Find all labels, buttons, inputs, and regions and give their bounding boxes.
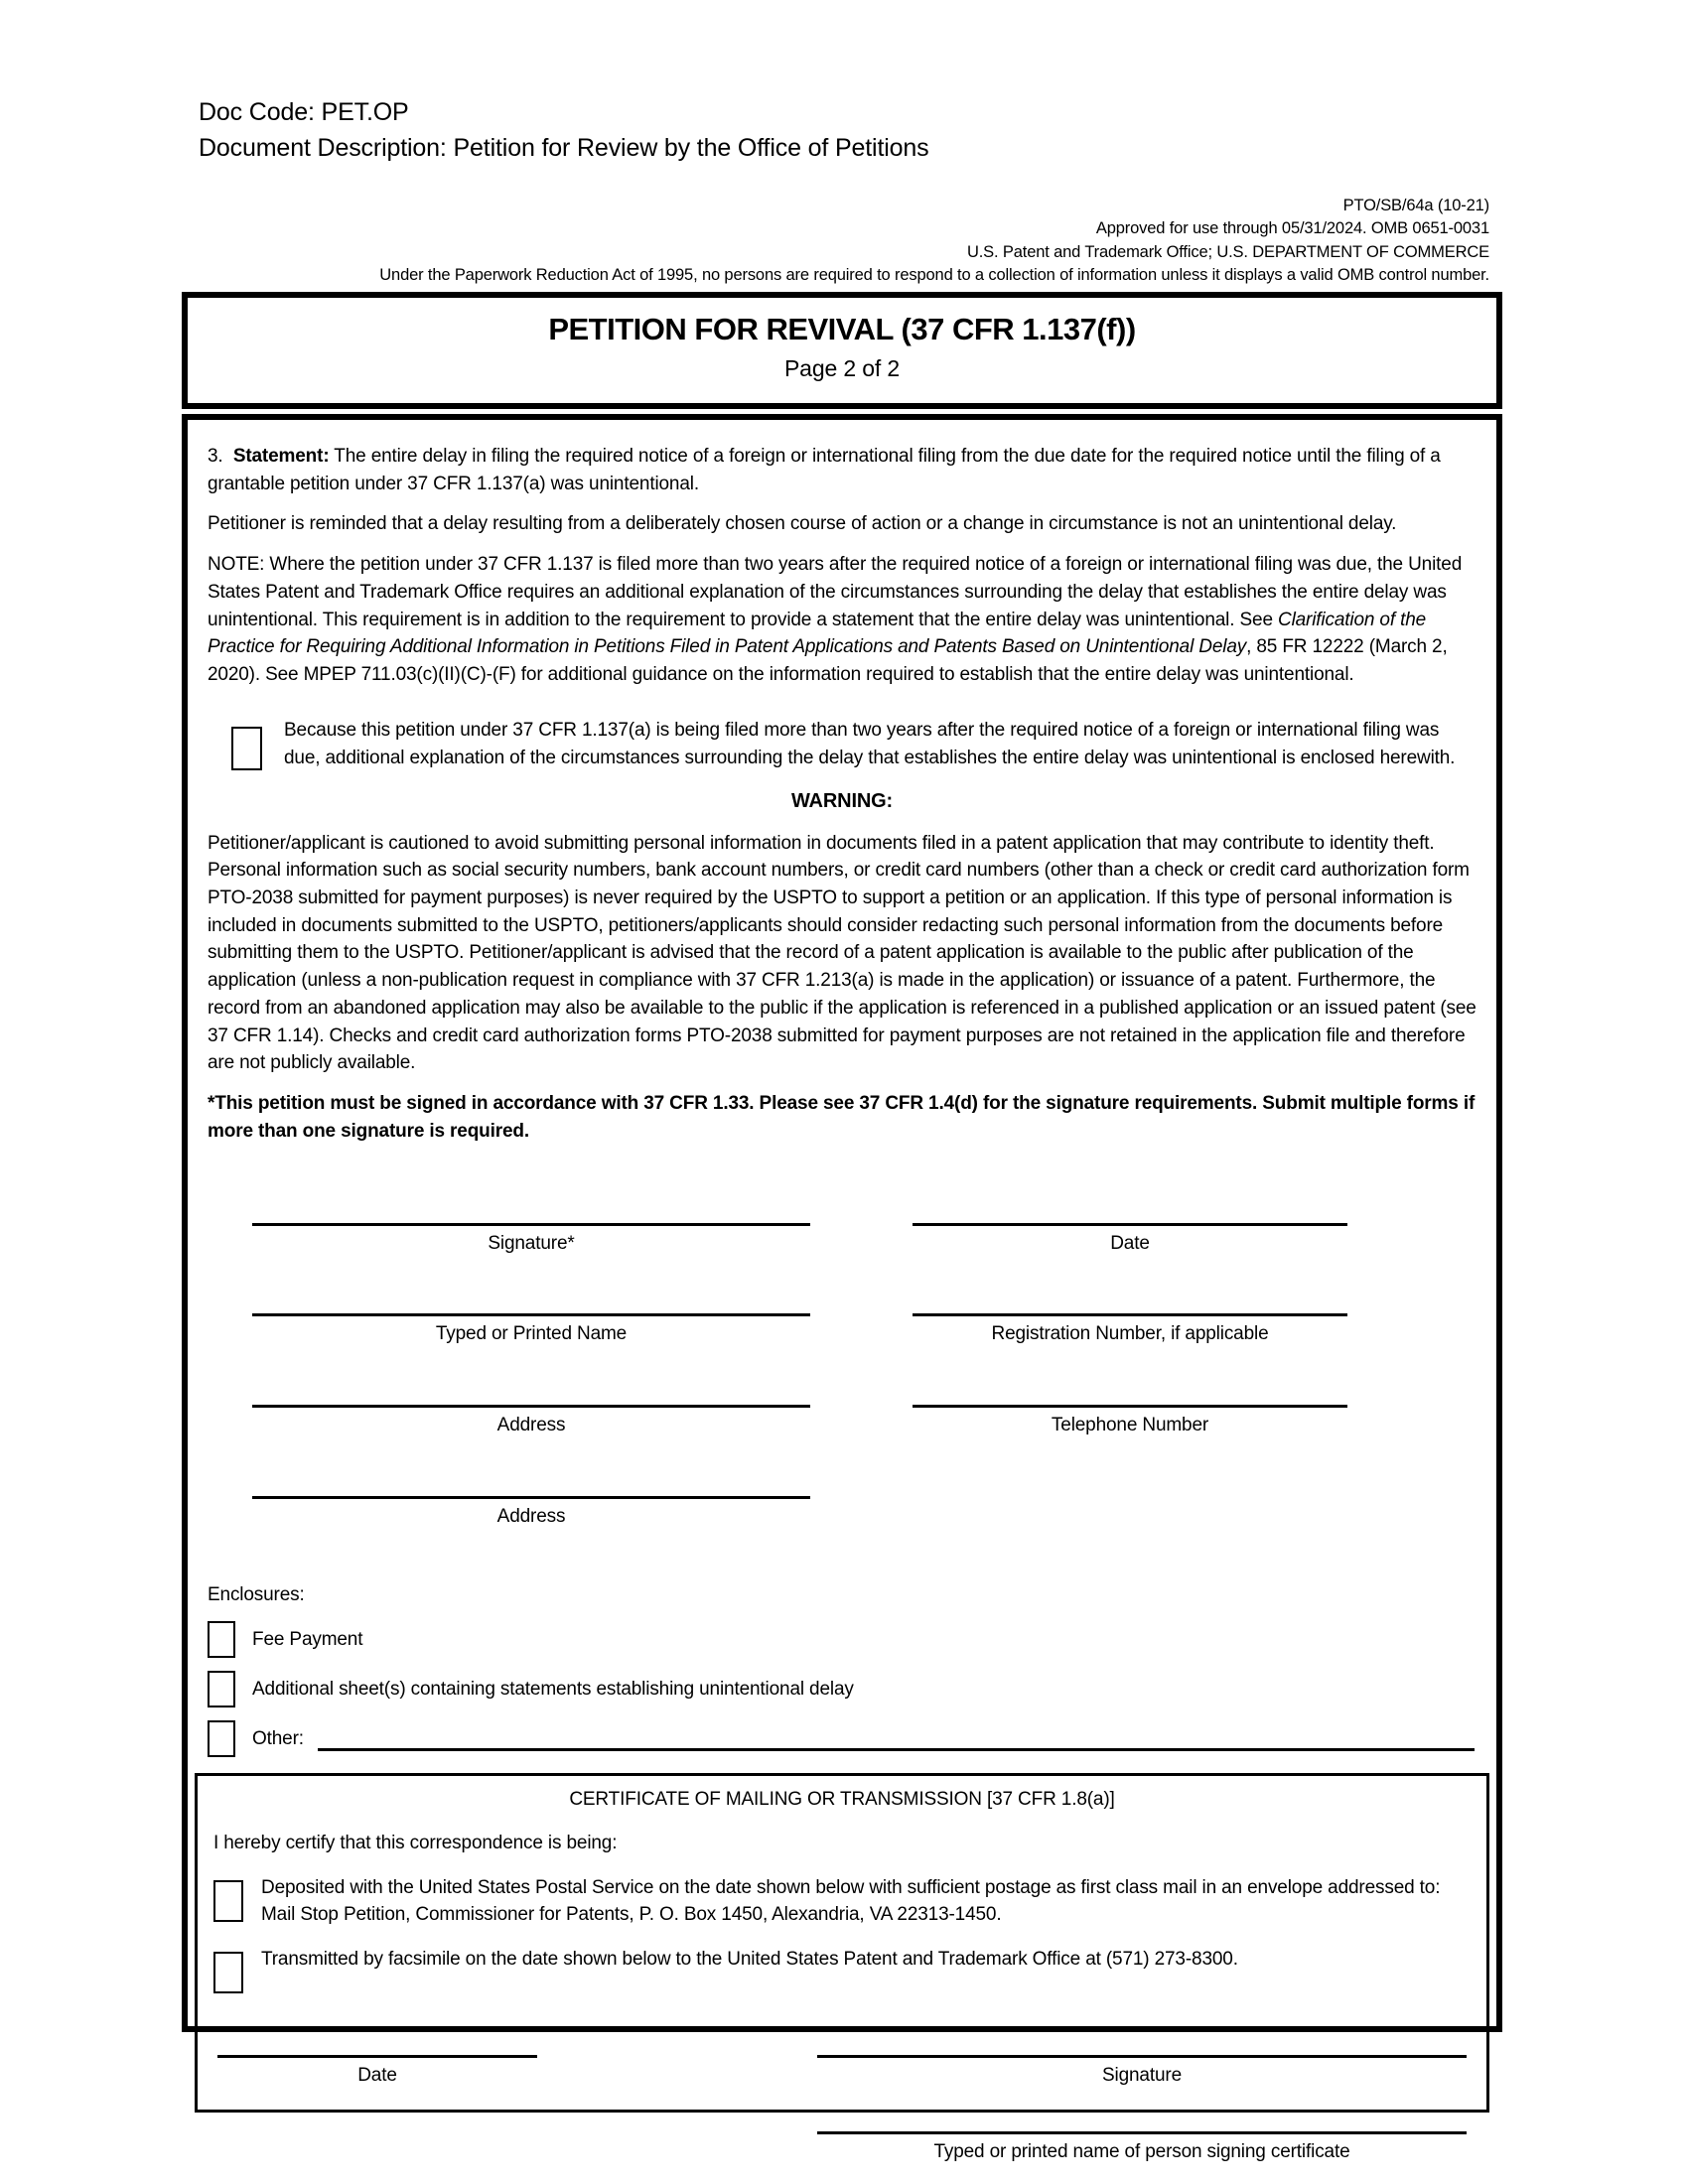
fee-payment-checkbox[interactable] bbox=[208, 1621, 235, 1658]
other-checkbox[interactable] bbox=[208, 1720, 235, 1757]
registration-number-label: Registration Number, if applicable bbox=[991, 1323, 1269, 1345]
additional-sheets-checkbox[interactable] bbox=[208, 1671, 235, 1707]
signature-field bbox=[252, 1223, 810, 1258]
certificate-typed-name-row bbox=[213, 2131, 1471, 2166]
enclosure-other-row bbox=[208, 1720, 1477, 1757]
address1-label: Address bbox=[496, 1415, 566, 1436]
facsimile-label: Transmitted by facsimile on the date shown below to the United States Patent and Trademark Office at (571) 273-8300. bbox=[261, 1949, 1238, 1971]
doc-code-block bbox=[199, 94, 929, 167]
facsimile-checkbox[interactable] bbox=[213, 1952, 243, 1993]
main-form-box bbox=[182, 414, 1502, 2162]
statement-paragraph bbox=[208, 443, 1477, 497]
deposited-mail-label: Deposited with the United States Postal Service on the date shown below with sufficient postage as first class mail in an envelope addressed to: Mail Stop Petition, Commissioner for Patents, P. O. Box 1450, Alexandria, VA 22313-1450. bbox=[261, 1876, 1441, 1926]
two-year-statement-row bbox=[208, 717, 1477, 771]
omb-approval: Approved for use through 05/31/2024. OMB 0651-0031 bbox=[1095, 219, 1489, 238]
date-label: Date bbox=[1110, 1232, 1150, 1254]
note-citation: Clarification of the Practice for Requiring Additional Information in Petitions Filed in Patent Applications and Patents Based on Unintentional Delay bbox=[208, 609, 1427, 658]
certificate-date-signature-row bbox=[213, 2055, 1471, 2090]
signature-requirement-note: *This petition must be signed in accordance with 37 CFR 1.33. Please see 37 CFR 1.4(d) for the signature requirements. Submit multiple forms if more than one signature is required. bbox=[208, 1093, 1476, 1142]
certificate-signature-field bbox=[817, 2055, 1467, 2090]
warning-heading: WARNING: bbox=[790, 790, 894, 813]
reminder-paragraph: Petitioner is reminded that a delay resulting from a deliberately chosen course of action or a change in circumstance is not an unintentional delay. bbox=[208, 513, 1397, 535]
other-fill-line[interactable] bbox=[318, 1727, 1475, 1751]
note-text-pre: NOTE: Where the petition under 37 CFR 1.137 is filed more than two years after the required notice of a foreign or international filing was due, the United States Patent and Trademark Office requires an additional explanation of the circumstances surrounding the delay that establishes the entire delay was unintentional. This requirement is in addition to the requirement to provide a statement that the entire delay was unintentional. See bbox=[208, 554, 1463, 630]
certificate-intro: I hereby certify that this correspondence is being: bbox=[213, 1833, 618, 1854]
address1-field bbox=[252, 1405, 810, 1439]
certificate-deposited-row bbox=[213, 1874, 1471, 1929]
certificate-typed-name-label: Typed or printed name of person signing certificate bbox=[933, 2140, 1350, 2162]
note-text-post: , 85 FR 12222 (March 2, 2020). See MPEP 711.03(c)(II)(C)-(F) for additional guidance on the information required to establish that the entire delay was unintentional. bbox=[208, 636, 1448, 686]
certificate-box bbox=[195, 1773, 1489, 2162]
address2-label: Address bbox=[496, 1505, 566, 1527]
typed-name-label: Typed or Printed Name bbox=[435, 1323, 628, 1345]
doc-description: Document Description: Petition for Review by the Office of Petitions bbox=[199, 134, 929, 163]
doc-code: Doc Code: PET.OP bbox=[199, 98, 409, 126]
telephone-field bbox=[913, 1405, 1347, 1439]
telephone-label: Telephone Number bbox=[1051, 1415, 1209, 1436]
deposited-mail-checkbox[interactable] bbox=[213, 1880, 243, 1922]
two-year-statement-checkbox[interactable] bbox=[231, 727, 262, 770]
two-year-statement-text: Because this petition under 37 CFR 1.137(a) is being filed more than two years after the required notice of a foreign or international filing was due, additional explanation of the circumstances surrounding the delay that establishes the entire delay was unintentional is enclosed herewith. bbox=[284, 719, 1456, 768]
signature-label: Signature* bbox=[488, 1232, 575, 1254]
signature-date-row bbox=[208, 1223, 1477, 1258]
signature-section bbox=[208, 1223, 1477, 1531]
certificate-date-field bbox=[217, 2055, 537, 2090]
date-field bbox=[913, 1223, 1347, 1258]
form-number: PTO/SB/64a (10-21) bbox=[1342, 197, 1489, 214]
enclosure-fee-payment-row bbox=[208, 1621, 1477, 1658]
note-paragraph bbox=[208, 551, 1477, 689]
title-box bbox=[182, 292, 1502, 409]
certificate-typed-name-field bbox=[817, 2131, 1467, 2166]
registration-number-field bbox=[913, 1313, 1347, 1348]
warning-paragraph: Petitioner/applicant is cautioned to avoid submitting personal information in documents filed in a patent application that may contribute to identity theft. Personal information such as social security numbers, bank account numbers, or credit card numbers (other than a check or credit card authorization form PTO-2038 submitted for payment purposes) is never required by the USPTO to support a petition or an application. If this type of personal information is included in documents submitted to the USPTO, petitioners/applicants should consider redacting such personal information from the documents before submitting them to the USPTO. Petitioner/applicant is advised that the record of a patent application is available to the public after publication of the application (unless a non-publication request in compliance with 37 CFR 1.213(a) is made in the application) or issuance of a patent. Furthermore, the record from an abandoned application may also be available to the public if the application is referenced in a published application or an issued patent (see 37 CFR 1.14). Checks and credit card authorization forms PTO-2038 submitted for payment purposes are not retained in the application file and therefore are not publicly available. bbox=[208, 832, 1477, 1074]
statement-text: The entire delay in filing the required notice of a foreign or international filing from the due date for the required notice until the filing of a grantable petition under 37 CFR 1.137(a) was unintentional. bbox=[208, 446, 1441, 494]
additional-sheets-label: Additional sheet(s) containing statements establishing unintentional delay bbox=[252, 1678, 854, 1700]
certificate-facsimile-row bbox=[213, 1946, 1471, 1993]
page-number: Page 2 of 2 bbox=[783, 355, 900, 381]
form-title: PETITION FOR REVIVAL (37 CFR 1.137(f)) bbox=[548, 312, 1136, 346]
statement-number: 3. bbox=[208, 446, 223, 467]
certificate-date-label: Date bbox=[357, 2065, 397, 2087]
certificate-signature-label: Signature bbox=[1102, 2065, 1182, 2087]
form-header bbox=[379, 195, 1489, 288]
enclosures-heading: Enclosures: bbox=[208, 1583, 305, 1605]
statement-label: Statement: bbox=[232, 446, 330, 467]
address2-row bbox=[208, 1496, 1477, 1531]
address2-field bbox=[252, 1496, 810, 1531]
fee-payment-label: Fee Payment bbox=[252, 1628, 363, 1650]
enclosure-additional-sheets-row bbox=[208, 1671, 1477, 1707]
other-label: Other: bbox=[252, 1727, 304, 1749]
paperwork-notice: Under the Paperwork Reduction Act of 1995, no persons are required to respond to a collection of information unless it displays a valid OMB control number. bbox=[379, 266, 1489, 285]
typed-name-field bbox=[252, 1313, 810, 1348]
certificate-title: CERTIFICATE OF MAILING OR TRANSMISSION [37 CFR 1.8(a)] bbox=[569, 1789, 1115, 1811]
name-registration-row bbox=[208, 1313, 1477, 1348]
agency-line: U.S. Patent and Trademark Office; U.S. DEPARTMENT OF COMMERCE bbox=[966, 242, 1489, 261]
address-telephone-row bbox=[208, 1405, 1477, 1439]
